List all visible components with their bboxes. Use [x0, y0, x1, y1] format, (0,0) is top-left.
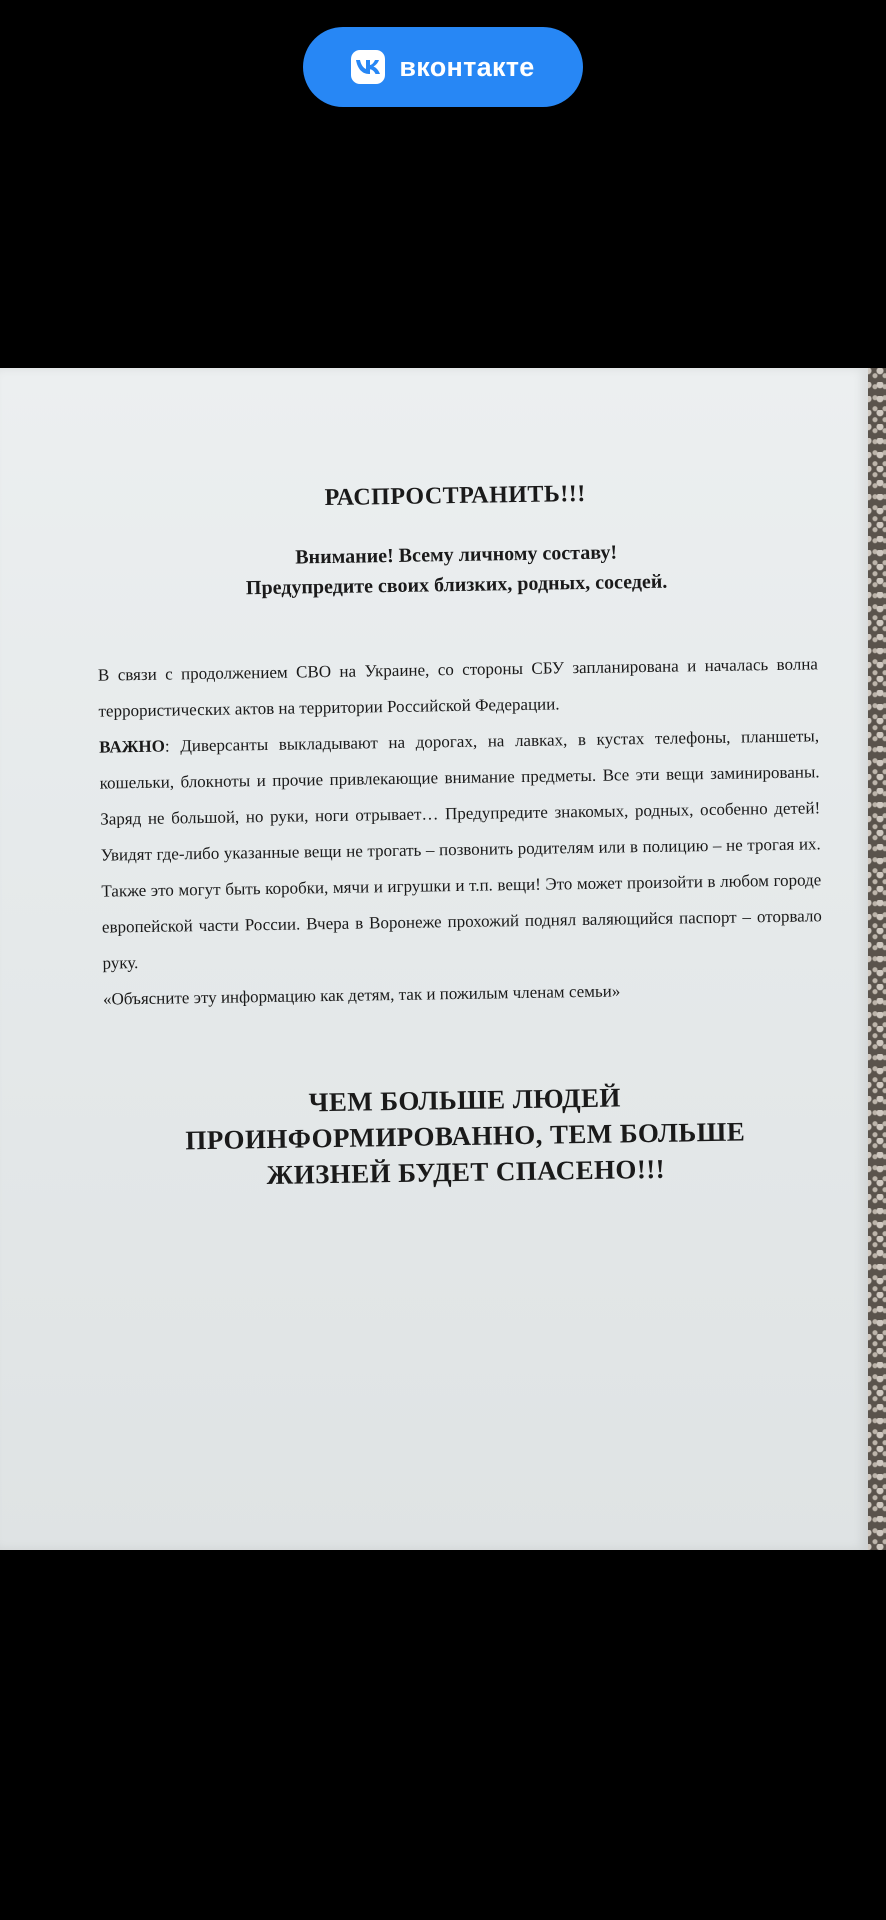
vk-logo-icon: [351, 50, 385, 84]
notice-heading: РАСПРОСТРАНИТЬ!!!: [324, 480, 586, 512]
vk-share-badge[interactable]: [303, 27, 583, 107]
notice-quote: «Объясните эту информацию как детям, так и пожилым членам семьи»: [102, 981, 621, 1009]
closing-line-1: ЧЕМ БОЛЬШЕ ЛЮДЕЙ: [308, 1082, 622, 1118]
important-text: : Диверсанты выкладывают на дорогах, на лавках, в кустах телефоны, планшеты, кошельки, блокноты и прочие привлекающие внимание предметы. Все эти вещи заминированы. Заряд не большой, но руки, ноги отрывает… Предупредите знакомых, родных, особенно детей! Увидят где-либо указанные вещи не трогать – позвонить родителям или в полицию – не трогая их. Также это могут быть коробки, мячи и игрушки и т.п. вещи! Это может произойти в любом городе европейской части России. Вчера в Воронеже прохожий поднял валяющийся паспорт – оторвало руку.: [99, 726, 822, 973]
notice-subheading-2: Предупредите своих близких, родных, соседей.: [245, 570, 668, 600]
notice-document: [95, 477, 826, 1195]
paper-sheet: [0, 368, 868, 1550]
notice-paragraph-1: В связи с продолжением СВО на Украине, со стороны СБУ запланирована и началась волна террористических актов на территории Российской Федерации.: [97, 654, 819, 721]
photo: [0, 368, 886, 1550]
closing-line-3: ЖИЗНЕЙ БУДЕТ СПАСЕНО!!!: [266, 1153, 666, 1191]
notice-paragraph-2: [99, 718, 823, 981]
notice-subheading-1: Внимание! Всему личному составу!: [295, 541, 618, 569]
closing-line-2: ПРОИНФОРМИРОВАННО, ТЕМ БОЛЬШЕ: [185, 1116, 746, 1156]
important-label: ВАЖНО: [98, 736, 166, 757]
vk-badge-label: вконтакте: [399, 51, 535, 82]
notice-closing: [104, 1076, 826, 1195]
